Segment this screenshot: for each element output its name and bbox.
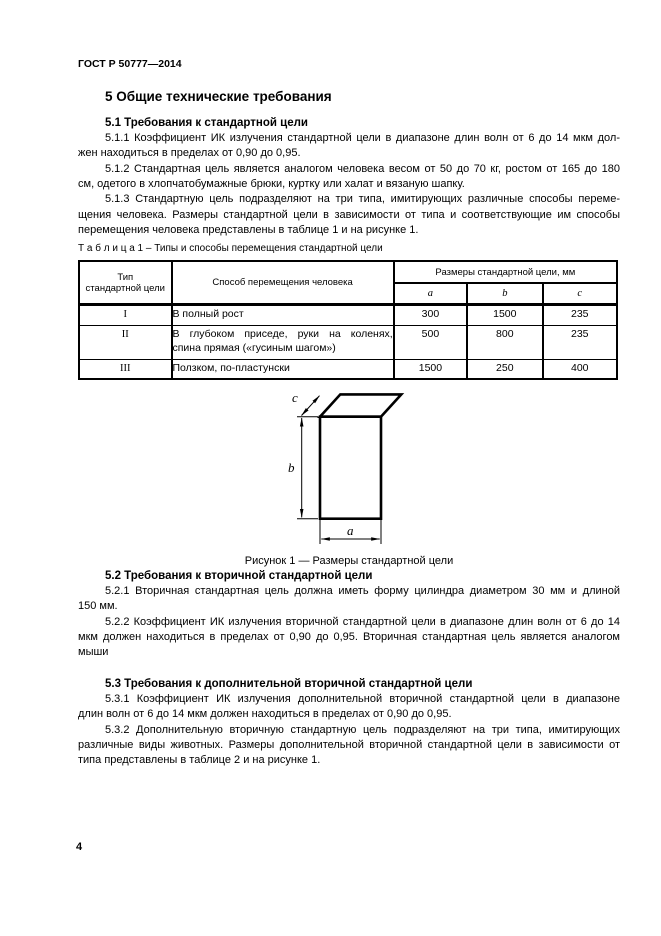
- figure-1-caption: Рисунок 1 — Размеры стандартной цели: [244, 555, 454, 568]
- text-line: длин волн от 6 до 14 мкм должен находиться в пределах от 0,90 до 0,95.: [78, 708, 452, 721]
- paragraph-5-3-1: [78, 692, 620, 723]
- paragraph-5-3-2: [78, 723, 620, 769]
- section-5-3: [78, 677, 620, 769]
- cell-a: 300: [394, 305, 467, 326]
- table-1-caption: Т а б л и ц а 1 – Типы и способы перемещения стандартной цели: [78, 243, 383, 255]
- doc-header: ГОСТ Р 50777—2014: [78, 58, 182, 70]
- cell-a: 1500: [394, 360, 467, 380]
- text-line: щения человека. Размеры стандартной цели в зависимости от типа и соответствующие им способы: [78, 208, 620, 221]
- cell-c: 235: [543, 326, 617, 360]
- section-5-heading: 5 Общие технические требования: [105, 89, 332, 104]
- cell-b: 800: [467, 326, 542, 360]
- cell-type: I: [79, 305, 172, 326]
- cell-method: В глубоком приседе, руки на коленях, спина прямая («гусиным шагом»): [172, 326, 394, 360]
- dimension-label-c: c: [292, 390, 298, 406]
- paragraph-5-1-2: [78, 162, 620, 193]
- column-header-a: a: [394, 283, 467, 305]
- text-line: типа представлены в таблице 2 и на рисунке 1.: [78, 754, 321, 767]
- paragraph-5-2-1: [78, 584, 620, 615]
- text-line: см, одетого в хлопчатобумажные брюки, куртку или халат и вязаную шапку.: [78, 177, 465, 190]
- figure-1-drawing: [285, 386, 475, 551]
- paragraph-5-2-2: [78, 615, 620, 661]
- column-header-c: c: [543, 283, 617, 305]
- section-5-2-heading: 5.2 Требования к вторичной стандартной цели: [105, 570, 373, 582]
- cell-type: II: [79, 326, 172, 360]
- paragraph-5-1-3: [78, 192, 620, 238]
- column-header-sizes: Размеры стандартной цели, мм: [394, 261, 617, 283]
- box-front-face: [320, 417, 381, 519]
- cell-a: 500: [394, 326, 467, 360]
- text-line: 5.1.3 Стандартную цель подразделяют на три типа, имитирующих различные способы переме-: [105, 193, 620, 206]
- cell-type: III: [79, 360, 172, 380]
- text-line: мкм должен находиться в пределах от 0,90 до 0,95. Вторичная стандартная цель является аналогом: [78, 630, 620, 643]
- text-line: жен находиться в пределах от 0,90 до 0,95.: [78, 147, 301, 160]
- section-5-2: [78, 569, 620, 661]
- column-header-type: Тип стандартной цели: [79, 261, 172, 305]
- cell-c: 400: [543, 360, 617, 380]
- cell-method: Ползком, по-пластунски: [172, 360, 394, 380]
- column-header-b: b: [467, 283, 542, 305]
- page-number: 4: [76, 841, 83, 853]
- dimension-label-a: a: [347, 523, 354, 539]
- section-5-1-heading: 5.1 Требования к стандартной цели: [105, 117, 308, 129]
- table-row: [79, 326, 617, 360]
- section-5-3-heading: 5.3 Требования к дополнительной вторичной стандартной цели: [105, 678, 473, 690]
- table-row: [79, 360, 617, 380]
- text-line: 5.3.2 Дополнительную вторичную стандартную цель подразделяют на три типа, имитирующих: [105, 723, 620, 736]
- box-top-face: [320, 395, 401, 417]
- text-line: 5.2.2 Коэффициент ИК излучения вторичной стандартной цели в диапазоне длин волн от 6 до 14: [105, 615, 620, 628]
- column-header-method: Способ перемещения человека: [172, 261, 394, 305]
- cell-c: 235: [543, 305, 617, 326]
- text-line: 5.1.1 Коэффициент ИК излучения стандартной цели в диапазоне длин волн от 6 до 14 мкм дол-: [105, 132, 620, 144]
- text-line: 5.2.1 Вторичная стандартная цель должна иметь форму цилиндра диаметром 30 мм и длиной: [105, 585, 620, 597]
- dimension-label-b: b: [288, 460, 295, 476]
- cell-b: 250: [467, 360, 542, 380]
- dimension-c-arrow: [302, 396, 320, 416]
- paragraph-5-1-1: [78, 131, 620, 162]
- text-line: 5.3.1 Коэффициент ИК излучения дополнительной вторичной стандартной цели в диапазоне: [105, 693, 620, 705]
- cell-b: 1500: [467, 305, 542, 326]
- table-1: [78, 260, 618, 380]
- cell-method: В полный рост: [172, 305, 394, 326]
- table-row: [79, 305, 617, 326]
- text-line: перемещения человека представлены в таблице 1 и на рисунке 1.: [78, 223, 419, 236]
- text-line: 150 мм.: [78, 600, 118, 613]
- text-line: различные виды животных. Размеры дополнительной вторичной стандартной цели в зависимости от: [78, 738, 620, 751]
- text-line: мыши: [78, 646, 109, 659]
- text-line: 5.1.2 Стандартная цель является аналогом человека весом от 50 до 70 кг, ростом от 165 до 180: [105, 162, 620, 175]
